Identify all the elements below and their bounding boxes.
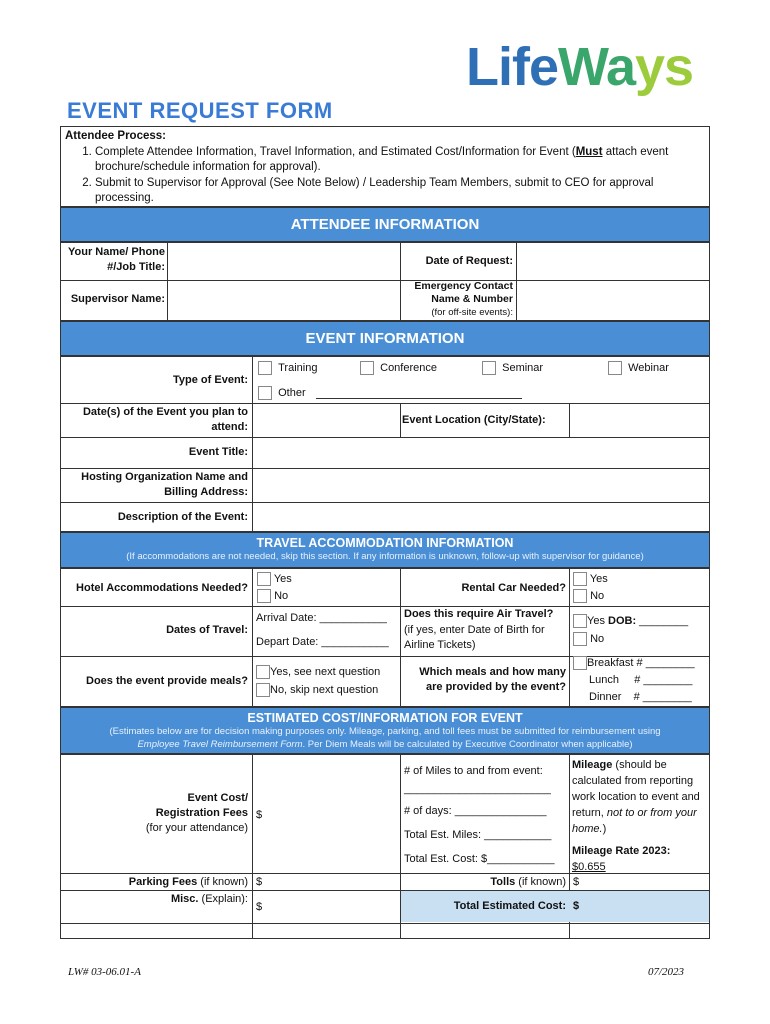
type-seminar-option[interactable]: Seminar [482, 361, 543, 376]
other-input-line[interactable] [316, 398, 522, 399]
event-dates-label: Date(s) of the Event you plan to attend: [82, 406, 248, 433]
misc-label: Misc. (Explain): [170, 893, 248, 905]
event-dates-field[interactable] [253, 404, 399, 436]
type-other-option[interactable]: Other [258, 386, 306, 401]
miles-label: # of Miles to and from event: [404, 765, 543, 777]
event-description-field[interactable] [253, 503, 709, 531]
supervisor-name-label: Supervisor Name: [70, 293, 165, 305]
tolls-field[interactable]: $ [573, 876, 580, 888]
air-travel-label: Does this require Air Travel? (if yes, enter Date of Birth for Airline Tickets) [404, 608, 554, 651]
process-step-2: 2. Submit to Supervisor for Approval (See Note Below) / Leadership Team Members, submit to CEO for approval processing. [95, 176, 705, 207]
event-section-header: EVENT INFORMATION [60, 321, 710, 356]
parking-fees-label: Parking Fees (if known) [128, 876, 248, 888]
other-checkbox[interactable] [258, 386, 272, 400]
date-of-request-field[interactable] [517, 243, 709, 279]
total-estimated-cost-label: Total Estimated Cost: [453, 900, 566, 912]
event-description-label: Description of the Event: [117, 511, 248, 523]
air-yes-checkbox[interactable] [573, 614, 587, 628]
type-webinar-option[interactable]: Webinar [608, 361, 669, 376]
rental-no-option[interactable]: No [573, 589, 604, 604]
event-title-field[interactable] [253, 438, 709, 467]
type-conference-option[interactable]: Conference [360, 361, 437, 376]
air-yes-dob-option[interactable]: Yes DOB: ________ [573, 614, 688, 629]
air-no-option[interactable]: No [573, 632, 604, 647]
cost-section-header: ESTIMATED COST/INFORMATION FOR EVENT (Estimates below are for decision making purposes only. Mileage, parking, and toll fees must be submitted for reimbursement using Employee Travel Reimbursement Form. Per Diem Meals will be calculated by Executive Coordinator when applicable) [60, 707, 710, 754]
event-cost-label: Event Cost/ Registration Fees (for your attendance) [145, 792, 248, 834]
mileage-note: Mileage (should be calculated from reporting work location to event and return, not to or from your home.) [572, 759, 700, 835]
which-meals-label: Which meals and how many are provided by the event? [419, 666, 566, 693]
form-date: 07/2023 [648, 966, 685, 978]
lifeways-logo: LifeWays [466, 37, 694, 97]
miles-field[interactable]: ________________________ [404, 783, 551, 795]
total-miles-field[interactable]: Total Est. Miles: ___________ [404, 829, 552, 841]
rental-no-checkbox[interactable] [573, 589, 587, 603]
meals-no-option[interactable]: No, skip next question [256, 683, 378, 698]
breakfast-option[interactable]: Breakfast # ________ [573, 656, 695, 671]
event-location-field[interactable] [570, 404, 709, 436]
page-title: EVENT REQUEST FORM [67, 98, 333, 123]
attendee-section-header: ATTENDEE INFORMATION [60, 207, 710, 242]
dates-of-travel-label: Dates of Travel: [166, 624, 248, 636]
hotel-no-option[interactable]: No [257, 589, 288, 604]
meals-yes-option[interactable]: Yes, see next question [256, 665, 380, 680]
form-number: LW# 03-06.01-A [68, 966, 141, 978]
date-of-request-label: Date of Request: [425, 255, 513, 267]
mileage-rate: Mileage Rate 2023: $0.655 [572, 845, 671, 873]
process-heading: Attendee Process: [65, 130, 166, 142]
your-name-field[interactable] [168, 243, 399, 279]
depart-date-field[interactable]: Depart Date: ___________ [256, 636, 389, 648]
event-location-label: Event Location (City/State): [402, 414, 546, 426]
conference-checkbox[interactable] [360, 361, 374, 375]
rental-yes-checkbox[interactable] [573, 572, 587, 586]
total-est-cost-field[interactable]: Total Est. Cost: $___________ [404, 853, 555, 865]
air-no-checkbox[interactable] [573, 632, 587, 646]
hosting-org-field[interactable] [253, 469, 709, 501]
seminar-checkbox[interactable] [482, 361, 496, 375]
process-step-1: 1. Complete Attendee Information, Travel Information, and Estimated Cost/Information for Event (Must attach event brochure/schedule information for approval). [95, 145, 705, 176]
emergency-contact-label: Emergency Contact Name & Number (for off-site events): [414, 280, 513, 318]
hosting-org-label: Hosting Organization Name and Billing Address: [81, 471, 248, 498]
lunch-field[interactable]: Lunch # ________ [589, 674, 693, 686]
misc-field[interactable]: $ [256, 901, 263, 913]
hotel-yes-option[interactable]: Yes [257, 572, 292, 587]
event-cost-field[interactable]: $ [256, 809, 263, 821]
attendee-process [60, 126, 710, 207]
meals-no-checkbox[interactable] [256, 683, 270, 697]
breakfast-checkbox[interactable] [573, 656, 587, 670]
travel-section-header: TRAVEL ACCOMMODATION INFORMATION (If accommodations are not needed, skip this section. If any information is unknown, follow-up with supervisor for guidance) [60, 532, 710, 568]
type-training-option[interactable]: Training [258, 361, 317, 376]
total-estimated-cost-field[interactable]: $ [573, 900, 580, 912]
rental-car-label: Rental Car Needed? [461, 582, 566, 594]
your-name-label: Your Name/ Phone #/Job Title: [68, 246, 165, 273]
arrival-date-field[interactable]: Arrival Date: ___________ [256, 612, 387, 624]
hotel-yes-checkbox[interactable] [257, 572, 271, 586]
webinar-checkbox[interactable] [608, 361, 622, 375]
tolls-label: Tolls (if known) [490, 876, 566, 888]
emergency-contact-field[interactable] [517, 281, 709, 320]
rental-yes-option[interactable]: Yes [573, 572, 608, 587]
meals-yes-checkbox[interactable] [256, 665, 270, 679]
parking-fees-field[interactable]: $ [256, 876, 263, 888]
days-field[interactable]: # of days: _______________ [404, 805, 547, 817]
hotel-needed-label: Hotel Accommodations Needed? [76, 582, 248, 594]
event-title-label: Event Title: [188, 446, 248, 458]
training-checkbox[interactable] [258, 361, 272, 375]
dinner-field[interactable]: Dinner # ________ [589, 691, 692, 703]
hotel-no-checkbox[interactable] [257, 589, 271, 603]
type-of-event-label: Type of Event: [173, 374, 248, 386]
meals-provided-label: Does the event provide meals? [86, 675, 248, 687]
supervisor-name-field[interactable] [168, 281, 399, 320]
